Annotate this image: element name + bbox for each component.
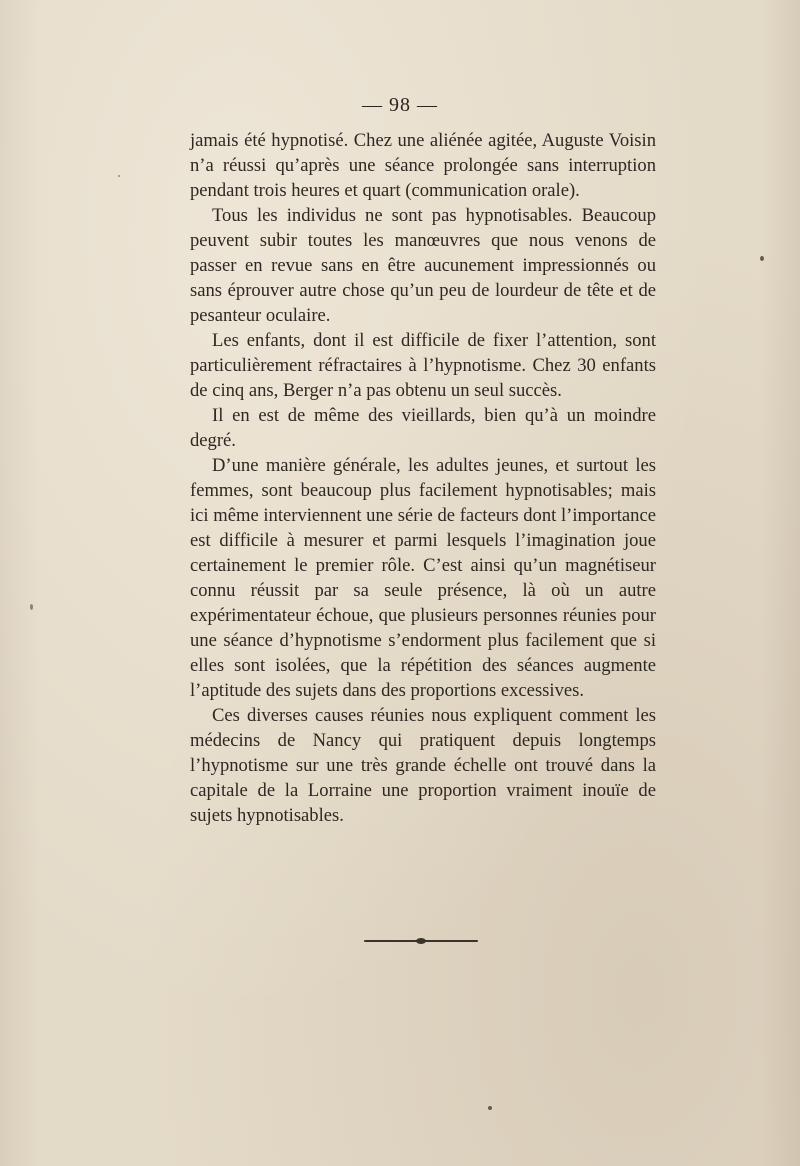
paper-speck bbox=[488, 1106, 492, 1110]
end-ornament-rule bbox=[364, 938, 478, 944]
ornament-knot bbox=[416, 938, 426, 944]
paragraph-hypnotisables: Tous les individus ne sont pas hypnotisables. Beaucoup peuvent subir toutes les manœuvres que nous venons de passer en revue sans en être aucunement impressionnés ou sans éprouver autre chose qu’un peu de lourdeur de tête et de pesanteur oculaire. bbox=[190, 205, 656, 326]
paper-speck bbox=[760, 256, 764, 261]
paper-speck bbox=[30, 604, 33, 610]
paragraph-enfants: Les enfants, dont il est difficile de fixer l’attention, sont particulièrement réfractaires à l’hypnotisme. Chez 30 enfants de cinq ans, Berger n’a pas obtenu un seul succès. bbox=[190, 330, 656, 401]
body-text bbox=[190, 128, 656, 828]
paragraph-vieillards: Il en est de même des vieillards, bien qu’à un moindre degré. bbox=[190, 405, 656, 451]
paragraph-continuation: jamais été hypnotisé. Chez une aliénée agitée, Auguste Voisin n’a réussi qu’après une séance prolongée sans interruption pendant trois heures et quart (communication orale). bbox=[190, 130, 656, 201]
paper-speck bbox=[118, 175, 120, 177]
paragraph-adultes: D’une manière générale, les adultes jeunes, et surtout les femmes, sont beaucoup plus facilement hypnotisables; mais ici même interviennent une série de facteurs dont l’importance est difficile à mesurer et parmi lesquels l’imagination joue certainement le premier rôle. C’est ainsi qu’un magnétiseur connu réussit par sa seule présence, là où un autre expérimentateur échoue, que plusieurs personnes réunies pour une séance d’hypnotisme s’endorment plus facilement que si elles sont isolées, que la répétition des séances augmente l’aptitude des sujets dans des proportions excessives. bbox=[190, 455, 656, 701]
paragraph-nancy: Ces diverses causes réunies nous expliquent comment les médecins de Nancy qui pratiquent depuis longtemps l’hypnotisme sur une très grande échelle ont trouvé dans la capitale de la Lorraine une proportion vraiment inouïe de sujets hypnotisables. bbox=[190, 705, 656, 826]
page-number: — 98 — bbox=[362, 94, 438, 116]
